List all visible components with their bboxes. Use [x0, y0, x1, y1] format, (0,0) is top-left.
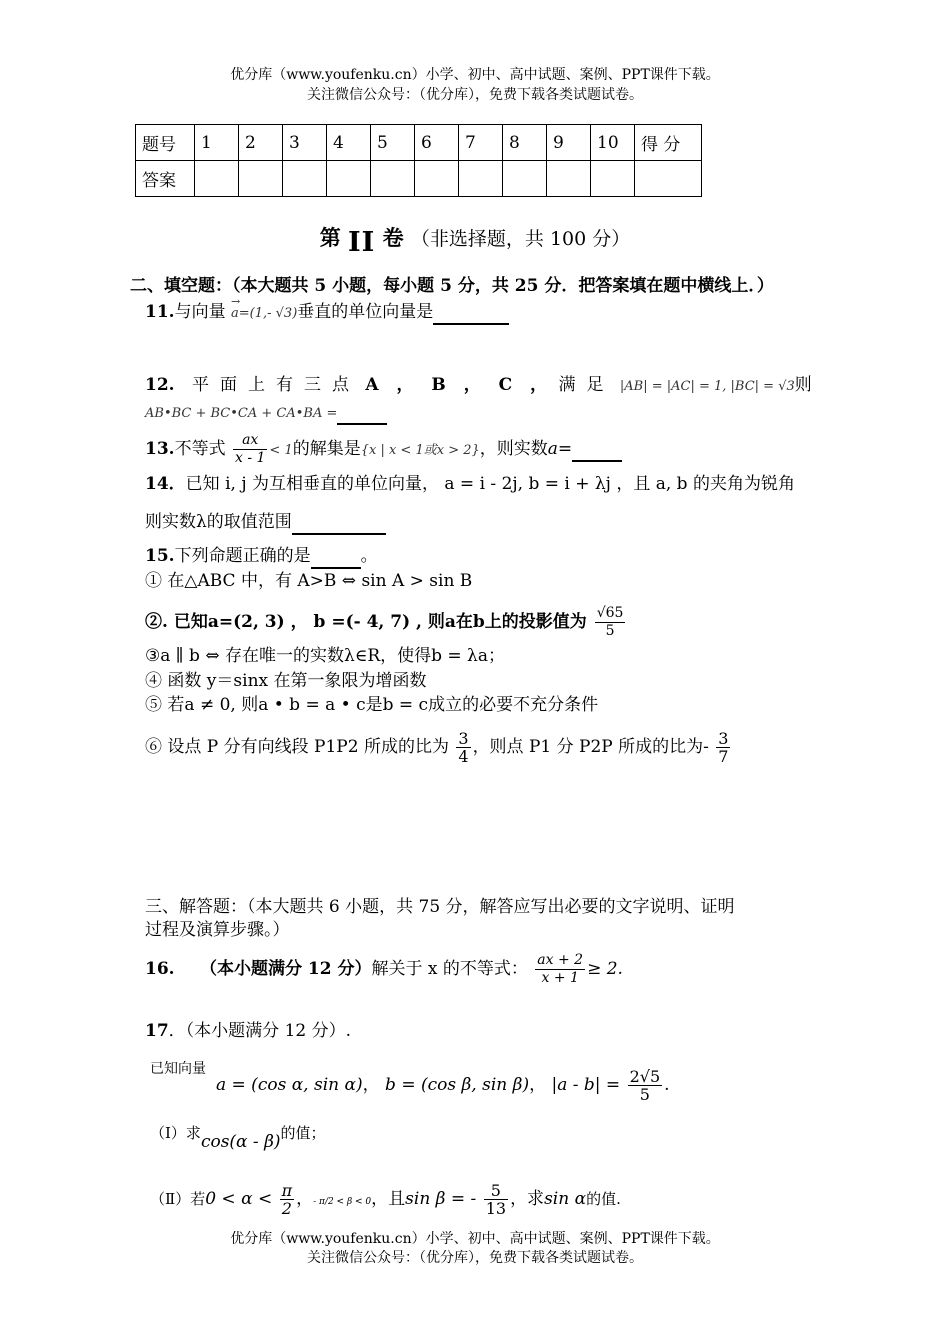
footer-line-1: 优分库（www.youfenku.cn）小学、初中、高中试题、案例、PPT课件下载。 [230, 1231, 720, 1247]
q15-item-2-text: ②. 已知a=(2, 3) ， b =(- 4, 7) , 则a在b上的投影值为 [145, 612, 587, 632]
q14-number: 14． [145, 474, 186, 494]
q14-line-2: 则实数λ的取值范围 [145, 512, 292, 532]
q17-part2-label: （Ⅱ）若 [150, 1190, 206, 1208]
question-16 [145, 952, 623, 987]
q17-part2-cond2: - π/2 < β < 0 [313, 1197, 372, 1207]
q14-blank [292, 511, 386, 535]
q13-var: a [547, 439, 558, 459]
q17-given: 已知向量 [150, 1061, 206, 1077]
q12-condition: 满足 [558, 375, 615, 395]
header-line-1: 优分库（www.youfenku.cn）小学、初中、高中试题、案例、PPT课件下载。 [230, 67, 720, 83]
question-14 [145, 473, 795, 495]
table-cell-label: 答案 [136, 161, 195, 197]
q12-then: 则 [794, 375, 812, 395]
q17-score: ．（本小题满分 12 分）. [168, 1021, 352, 1041]
q15-item-5: ⑤ 若a ≠ 0, 则a • b = a • c是b = c成立的必要不充分条件 [145, 695, 599, 715]
q16-inequality: ≥ 2. [587, 959, 623, 979]
q17-vectors: a = (cos α, sin α)， b = (cos β, sin β)， |a - b| = $\frac{2√5}{5}$ . [216, 1067, 670, 1104]
q12-points: A ， B ， C ， [365, 375, 554, 395]
q17-part1-expr: cos(α - β) [200, 1132, 281, 1152]
q11-text-2: 垂直的单位向量是 [297, 302, 434, 322]
frac-num: 3 [458, 729, 469, 748]
table-cell-number: 1 [195, 125, 239, 161]
table-cell-number: 5 [371, 125, 415, 161]
q15-item-6 [145, 730, 732, 765]
frac-num: 2√5 [629, 1067, 661, 1086]
q13-set: {x | x < 1或x > 2} [360, 443, 480, 458]
q15-item-6-text: ⑥ 设点 P 分有向线段 P1P2 所成的比为 [145, 737, 449, 757]
q15-item-6-text-2: ，则点 P1 分 P2P 所成的比为- [472, 737, 709, 757]
question-12 [145, 374, 812, 398]
q13-blank [572, 438, 622, 462]
answer-cell [195, 161, 239, 197]
section3-heading-1: 三、解答题：（本大题共 6 小题，共 75 分，解答应写出必要的文字说明、证明 [145, 897, 735, 917]
table-cell-number: 9 [547, 125, 591, 161]
table-cell-number: 8 [503, 125, 547, 161]
q17-part2-target: sin α [544, 1189, 587, 1209]
title-suffix: 卷 [382, 225, 404, 250]
q15-item-2-fraction [595, 605, 626, 640]
answer-cell [591, 161, 635, 197]
q13-inequality: < 1 [269, 443, 293, 458]
table-cell-number: 4 [327, 125, 371, 161]
frac-num: π [281, 1181, 293, 1200]
q17-pi-fraction [280, 1182, 295, 1217]
table-cell-label: 题号 [136, 125, 195, 161]
q17-part1-end: 的值； [280, 1124, 326, 1142]
q16-fraction [535, 952, 585, 987]
frac-den: 2 [281, 1199, 292, 1218]
q15-blank [311, 545, 361, 569]
q12-number: 12. [145, 375, 175, 395]
q12-expr-2: AB•BC + BC•CA + CA•BA = [145, 406, 338, 421]
answer-cell [547, 161, 591, 197]
q17-part-2: （Ⅱ）若0 < α < $\frac{\pi}{2}$ ，- π/2 < β < 0，且sin β = - $\frac{5}{13}$ ，求sin α的值. [150, 1181, 621, 1218]
q17-vector-a: a = (cos α, sin α) [216, 1075, 363, 1095]
q14-line-1: 已知 i, j 为互相垂直的单位向量， a = i - 2j, b = i + λj ，且 a, b 的夹角为锐角 [185, 474, 795, 494]
frac-den: 5 [605, 623, 615, 639]
table-cell-number: 2 [239, 125, 283, 161]
q15-item-4: ④ 函数 y＝sinx 在第一象限为增函数 [145, 671, 427, 691]
frac-den: x + 1 [541, 970, 579, 986]
table-cell-number: 10 [591, 125, 635, 161]
question-12-line-2 [145, 401, 387, 425]
q17-part2-and: ，且 [371, 1189, 406, 1209]
table-cell-score-label: 得 分 [635, 125, 702, 161]
table-cell-number: 6 [415, 125, 459, 161]
q17-vector-b: b = (cos β, sin β) [385, 1075, 530, 1095]
frac-den: 5 [639, 1085, 650, 1104]
q13-eq: = [557, 439, 573, 459]
q17-diff-fraction [628, 1068, 663, 1103]
q15-item-2 [145, 605, 627, 640]
q11-text: 与向量 [174, 302, 226, 322]
q15-item-3: ③a ∥ b ⇔ 存在唯一的实数λ∈R，使得b = λa； [145, 646, 505, 666]
q17-diff: |a - b| = [551, 1075, 621, 1095]
header-line-2: 关注微信公众号：（优分库），免费下载各类试题试卷。 [307, 87, 643, 103]
frac-num: ax + 2 [537, 952, 584, 968]
q16-number: 16. [145, 959, 175, 979]
q17-number: 17 [145, 1021, 169, 1041]
frac-den: 7 [718, 747, 729, 766]
answer-cell [283, 161, 327, 197]
title-subtitle: （非选择题，共 100 分） [410, 228, 631, 250]
q17-part1-label: （Ⅰ）求 [150, 1124, 201, 1142]
q13-text: 不等式 [174, 439, 226, 459]
q16-text: 解关于 x 的不等式： [371, 959, 528, 979]
q11-vector: → a [231, 303, 239, 325]
q13-frac-num: ax [233, 432, 267, 450]
table-cell-number: 3 [283, 125, 327, 161]
frac-num: 3 [718, 729, 729, 748]
question-11 [145, 301, 509, 325]
q17-part2-ask: ，求 [510, 1189, 545, 1209]
q17-part2-cond1: 0 < α < [205, 1189, 273, 1209]
title-roman: II [348, 227, 376, 258]
q15-item-6-fraction-1 [456, 730, 470, 765]
section2-heading: 二、填空题：（本大题共 5 小题，每小题 5 分，共 25 分．把答案填在题中横线上．） [130, 276, 774, 296]
table-row [136, 125, 702, 161]
q11-blank [433, 301, 509, 325]
q16-score: （本小题满分 12 分） [199, 959, 372, 979]
score-cell [635, 161, 702, 197]
volume-title [0, 222, 950, 258]
q13-fraction [233, 432, 267, 467]
q12-expr: |AB| = |AC| = 1, |BC| = √3 [619, 379, 795, 394]
answer-cell [327, 161, 371, 197]
q13-number: 13. [145, 439, 175, 459]
q13-text-3: ，则实数 [479, 439, 548, 459]
table-cell-number: 7 [459, 125, 503, 161]
answer-cell [459, 161, 503, 197]
q17-sin-fraction [484, 1182, 508, 1217]
table-row [136, 161, 702, 197]
title-prefix: 第 [319, 225, 341, 250]
frac-num: √65 [596, 605, 624, 621]
frac-den: 4 [458, 747, 469, 766]
q17-part2-end: 的值. [586, 1190, 621, 1208]
q17-part-1 [150, 1122, 326, 1152]
answer-cell [371, 161, 415, 197]
answer-table [135, 124, 702, 197]
answer-cell [239, 161, 283, 197]
question-14-line-2 [145, 511, 386, 535]
section3-heading-2: 过程及演算步骤。） [145, 920, 290, 940]
q15-item-1: ① 在△ABC 中，有 A>B ⇔ sin A > sin B [145, 571, 473, 591]
answer-cell [503, 161, 547, 197]
q12-blank [337, 401, 387, 425]
question-15 [145, 545, 378, 569]
q11-expr: =(1,- √3) [238, 306, 298, 321]
q15-number: 15. [145, 546, 175, 566]
q17-part2-sin: sin β = - [405, 1189, 477, 1209]
q11-number: 11. [145, 302, 175, 322]
footer-line-2: 关注微信公众号：（优分库），免费下载各类试题试卷。 [307, 1250, 643, 1266]
question-17 [145, 1020, 351, 1042]
question-13 [145, 432, 622, 467]
q15-stem-end: 。 [360, 546, 378, 566]
q12-text: 平面上有三点 [191, 375, 360, 395]
answer-cell [415, 161, 459, 197]
frac-num: 5 [484, 1182, 508, 1200]
q15-stem: 下列命题正确的是 [174, 546, 311, 566]
frac-den: 13 [485, 1199, 507, 1218]
q13-text-2: 的解集是 [292, 439, 361, 459]
q13-frac-den: x - 1 [234, 450, 266, 466]
q15-item-6-fraction-2 [716, 730, 730, 765]
